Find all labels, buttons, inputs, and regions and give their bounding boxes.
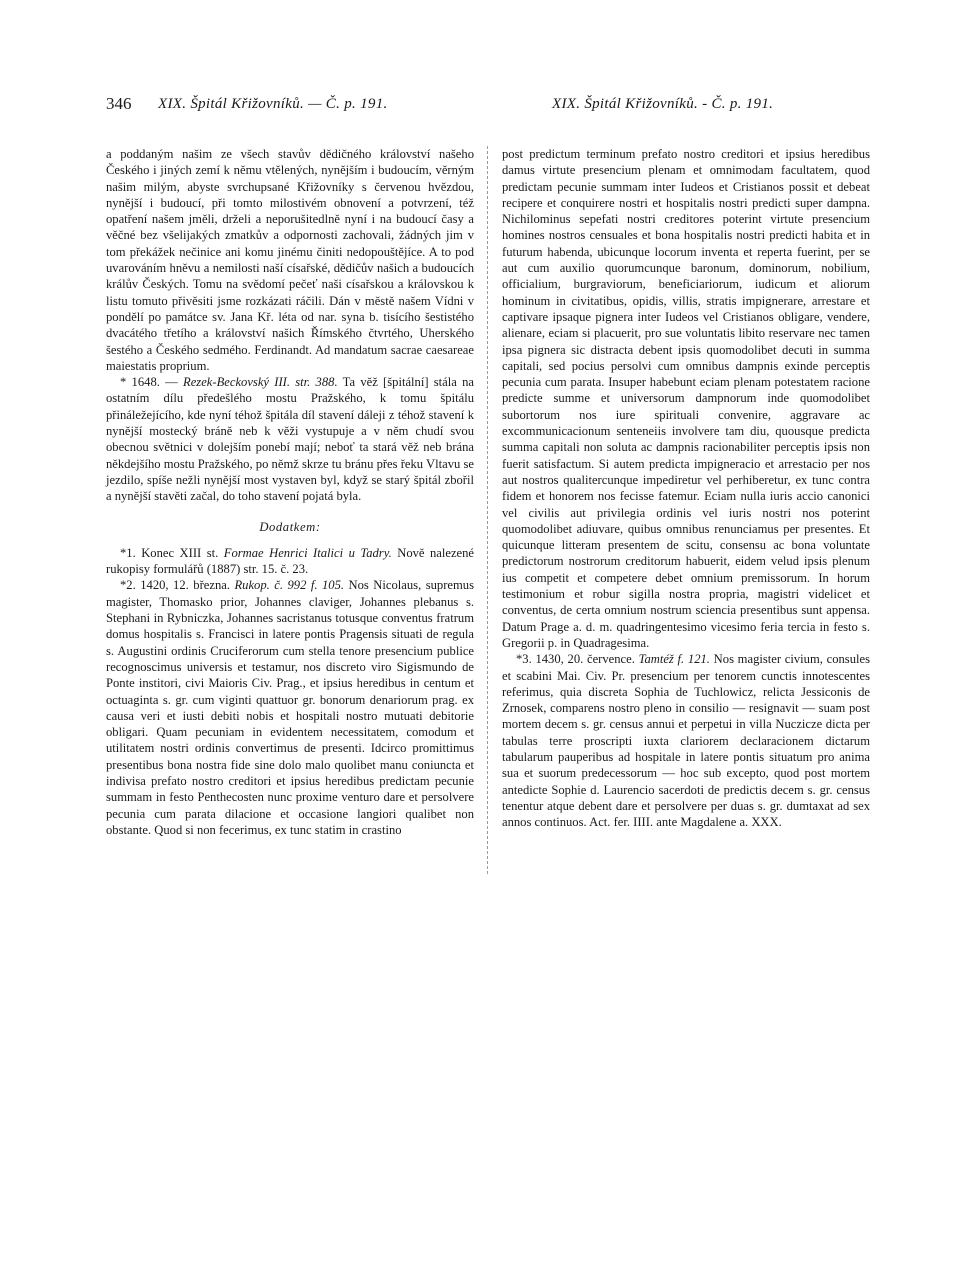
left-paragraph-1: a poddaným našim ze všech stavův dědičného království našeho Českého i jiných zemí k němu vtělených, nynějším i budoucím, věrným našim milým, abyste svrchupsané Křižovníky s červenou hvězdou, nynější i budoucí, při tomto milostivém obnovení a potvrzení, též opatření našem jměli, drželi a neporušitedlně nyní i na budoucí časy a věčné bez všelijakých zmatkův a odpornosti zachovali, žádných jim v tom překážek nečinice ani komu jinému činiti nedopouštějíce. A to pod uvarováním hněvu a nemilosti naší císařské, dědičův našich a budoucích králův Českých. Tomu na svědomí pečeť naši císařskou a královskou k listu tomuto přivěsiti jsme rozkázati ráčili. Dán v městě našem Vídni v pondělí po památce sv. Jana Kř. léta od nar. syna b. tisícího šestistého dvacátého třetího a království našich Římského čtvrtého, Uherského šestého a Českého sedmého. Ferdinandt. Ad mandatum sacrae caesareae maiestatis proprium. (106, 147, 474, 373)
left-paragraph-2 (106, 374, 474, 504)
running-header (0, 92, 960, 122)
entry-text: Nos Nicolaus, supremus magister, Thomasko prior, Johannes claviger, Johannes plebanus s. Stephani in Rybniczka, Johannes sacristanus totusque conventus fratrum domus hospitalis s. Francisci in latere pontis Pragensis situati de regula s. Augustini ordinis Cruciferorum cum stella tenore presencium publice recognoscimus universis et testamur, nos discreto viro Sigismundo de Ponte institori, civi Maioris Civ. Prag., et ipsius heredibus in centum et octuaginta s. gr. cum viginti quattuor gr. bonorum denariorum prag. ex causa veri et iusti debiti nobis et hospitali nostro mutuati debitorie obligari. Quam pecuniam in evidentem necessitatem, comodum et utilitatem nostri ordinis convertimus de presenti. Idcirco promittimus presentibus bona nostra fide sine dolo malo quolibet manu coniuncta et indivisa prefato nostro creditori et ipsius heredibus predictam pecunie summam in festo Penthecosten nunc proxime venturo dare et persolvere pecunia cum parata dilacione et occasione langiori qualibet non obstante. Quod si non fecerimus, ex tunc statim in crastino (106, 578, 474, 837)
entry-lead: *1. Konec XIII st. (120, 545, 219, 560)
entry-text: Ta věž [špitální] stála na ostatním dílu předešlého mostu Pražského, k tomu špitálu přináležejícího, kde nyní téhož špitála díl stavení dáleji z téhož stavení k nynější mostecký bráně neb k věži vystupuje a v něm chudí svou obecnou světnici v dolejším ponebí mají; neboť ta stará věž neb brána někdejšího mostu Pražského, po němž skrze tu bránu přes řeku Vltavu se jezdilo, spíše nežli nynější most vystaven byl, když se starý špitál zbořil a nynější stavěti začal, do toho stavení pojatá byla. (106, 375, 475, 504)
entry-source: Rukop. č. 992 f. 105. (234, 578, 345, 593)
left-column (106, 146, 474, 838)
section-heading: Dodatkem: (259, 519, 321, 534)
right-paragraph-1: post predictum terminum prefato nostro creditori et ipsius heredibus damus virtute presencium plenam et omnimodam facultatem, quod predictam pecunie summam inter Iudeos et Cristianos possit et debeat recipere et conquirere nostri et hospitalis nostri predicti super dampna. Nichilominus sepefati nostri creditores poterint virtute presencium homines nostros censuales et bona hospitalis nostri predicti habita et in futurum habenda, ubicunque locorum inventa et reperta fuerint, per se aut cum auxilio quorumcunque baronum, dominorum, nobilium, officialium, burgraviorum, beneficiariorum, iudicum et aliorum hominum in civitatibus, opidis, villis, stratis impignerare, arrestare et captivare ipsaque pignera inter Iudeos vel Cristianos obligare, vendere, alienare, eciam si placuerit, pro sue voluntatis libito reservare nec tamen ipsa pignera sic distracta debent ipsis quomodolibet decuti in summa capitali, sed pocius persolvi cum omnibus dampnis exinde perceptis pecunia cum parata. Insuper habebunt eciam plenam potestatem racione predicte summe et universorum dampnorum inde quomodolibet subortorum nos iure spirituali convenire, aggravare ac excommunicacionum senteneiis involvere tam diu, quousque predicta summa capitali non soluta ac dampnis racionabiliter perceptis ipsis non fuerit satisfactum. Si autem predicta impigneracio et arrestacio per nos aut nostros qualitercunque impediretur vel perhiberetur, ex tunc contra fidem et honorem nos fecisse fatemur. Eciam nulla iuris accio canonici vel civilis aut privilegia ordinis vel iuris nostri nos poterint quomodolibet adiuvare, quibus omnibus renunciamus per presentes. Et quicunque litteram presentem de scitu, consensu ac bona voluntate predictorum nostrorum creditorum habuerit, eidem velud ipsis plenum ius competit et competere debet omnium premissorum. In horum testimonium et robur sigilla nostra propria, magistri videlicet et conventus, de certa omnium nostrum sciencia presentibus sunt appensa. Datum Prage a. d. m. quadringentesimo vicesimo feria tercia in festo s. Gregorii p. in Quadragesima. (502, 147, 870, 650)
left-running-title: XIX. Špitál Křižovníků. — Č. p. 191. (158, 96, 388, 112)
addendum-3 (502, 651, 870, 830)
column-divider (487, 146, 488, 874)
entry-source: Formae Henrici Italici u Tadry. (223, 545, 392, 560)
right-column (502, 146, 870, 830)
right-running-title: XIX. Špitál Křižovníků. - Č. p. 191. (552, 96, 774, 112)
entry-text: Nově nalezené rukopisy formulářů (1887) str. 15. č. 23. (106, 545, 475, 577)
entry-lead: * 1648. — (120, 375, 178, 390)
page-number: 346 (106, 94, 132, 113)
entry-source: Rezek-Beckovský III. str. 388. (183, 375, 338, 390)
entry-text: Nos magister civium, consules et scabini Mai. Civ. Pr. presencium per tenorem cunctis innotescentes referimus, quia discreta Sophia de Tuchlowicz, relicta Jessiconis de Zrnosek, comparens nostro pleno in consilio — resignavit — suam post mortem decem s. gr. census annui et perpetui in villa Nuczicze dicta per tabulas terre proscripti iuxta clariorem declaracionem dictarum tabularum pauperibus ad hospitale in latere pontis situatum pro anima sua et suorum predecessorum — hoc sub excepto, quod post mortem antedicte Sophie d. Laurencio sacerdoti de predictis decem s. gr. census tenentur atque debent dare et persolvere per duas s. gr. dumtaxat ad sex annos continuos. Act. fer. IIII. ante Magdalene a. XXX. (502, 652, 870, 830)
entry-source: Tamtéž f. 121. (638, 652, 710, 667)
entry-lead: *3. 1430, 20. července. (516, 652, 635, 667)
entry-lead: *2. 1420, 12. března. (120, 578, 230, 593)
addendum-2 (106, 577, 474, 838)
addendum-1 (106, 545, 474, 578)
